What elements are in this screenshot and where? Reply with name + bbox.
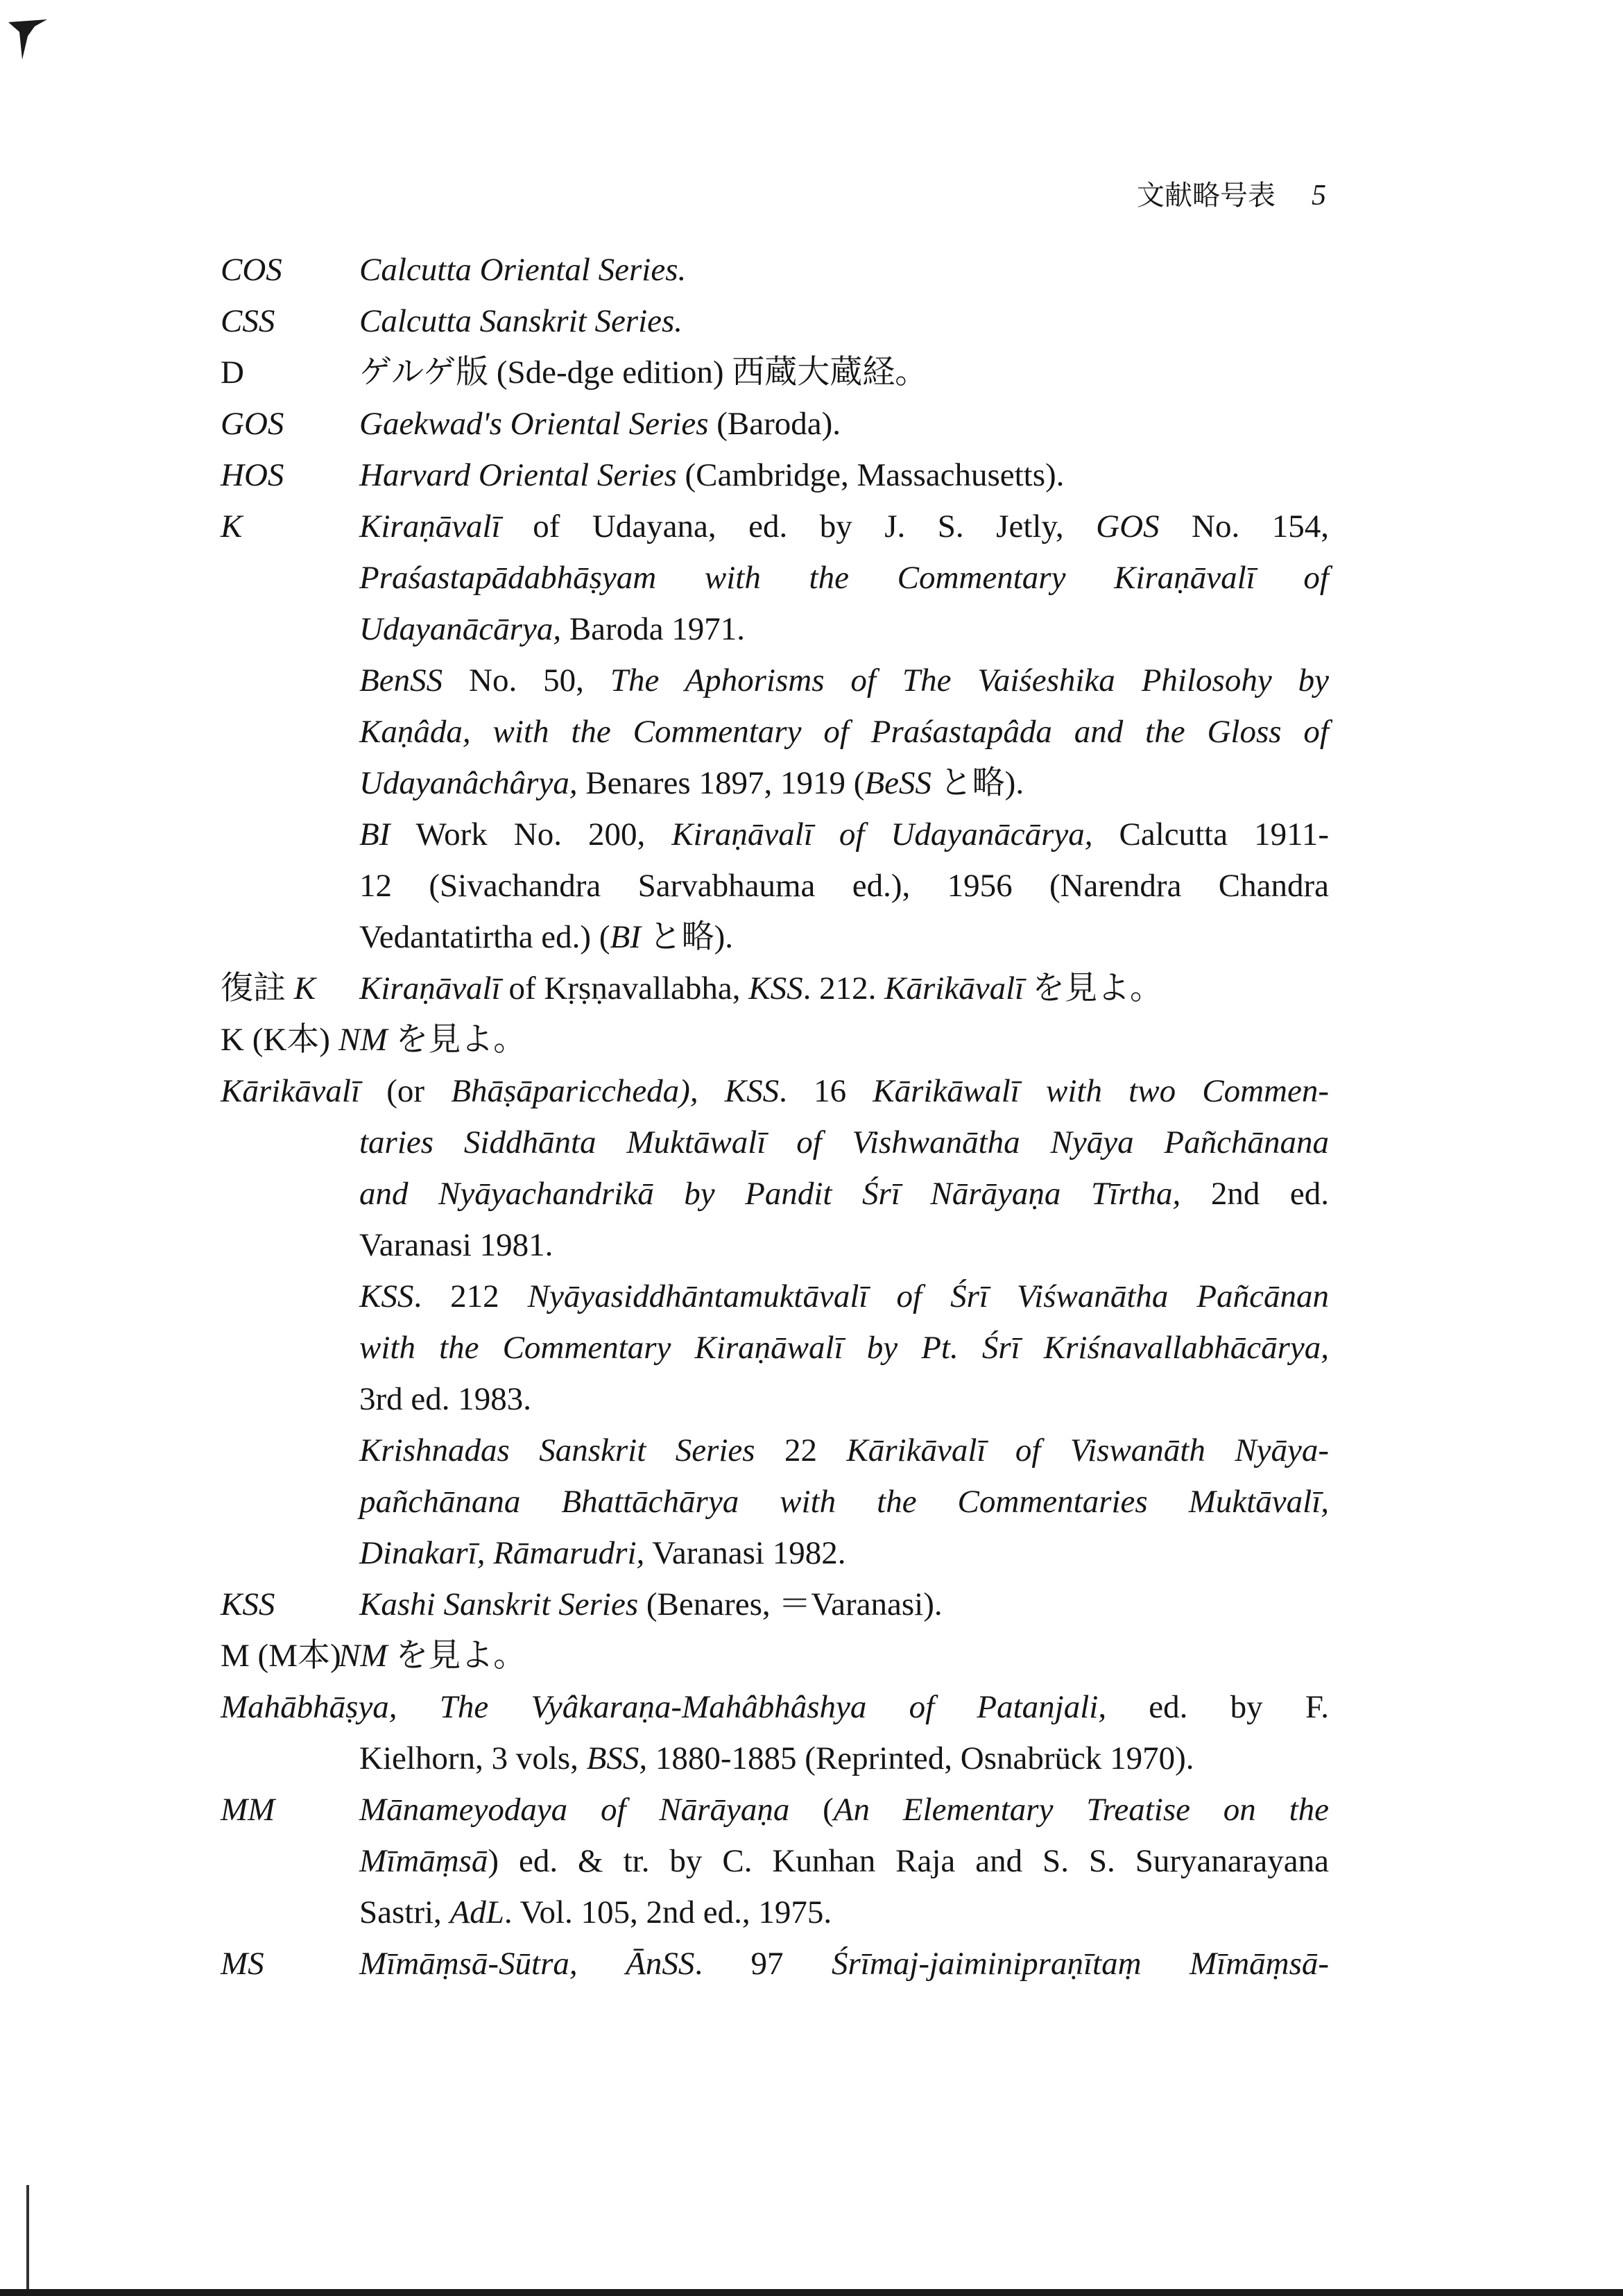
corner-mark <box>7 18 55 67</box>
entry-abbr: GOS <box>221 406 284 442</box>
entry-abbr: D <box>221 354 244 391</box>
entry-ms: MS Mīmāṃsā-Sūtra, ĀnSS. 97 Śrīmaj-jaiminipraṇītaṃ Mīmāṃsā- <box>221 1938 1329 1989</box>
entry-abbr: K <box>221 508 243 545</box>
entry-abbr: KSS <box>221 1586 275 1622</box>
entry-abbr: MM <box>221 1792 275 1828</box>
entry-k: K Kiraṇāvalī of Udayana, ed. by J. S. Jetly, GOS No. 154, Praśastapādabhāṣyam with the Commentary Kiraṇāvalī of Udayanācārya, Baroda 1971. BenSS No. 50, The Aphorisms of The Vaiśeshika Philosohy by Kaṇâda, with the Commentary of Praśastapâda and the Gloss of Udayanâchârya, Benares 1897, 1919 (BeSS と略). BI Work No. 200, Kiraṇāvalī of Udayanācārya, Calcutta 1911- 12 (Sivachandra Sarvabhauma ed.), 1956 (Narendra Chandra Vedantatirtha ed.) (BI と略). <box>221 501 1329 963</box>
entry-mahabhasya: Mahābhāṣya, The Vyâkaraṇa-Mahâbhâshya of Patanjali, ed. by F. Kielhorn, 3 vols, BSS, 1880-1885 (Reprinted, Osnabrück 1970). <box>221 1689 1329 1776</box>
entry-abbr: HOS <box>221 457 284 493</box>
entry-abbr: M (M本) <box>221 1638 341 1674</box>
entry-abbr: 復註 K <box>221 970 316 1006</box>
entry-abbr: MS <box>221 1946 264 1982</box>
header-title: 文献略号表 <box>1137 180 1276 211</box>
scan-artifact <box>26 2185 29 2289</box>
entry-fukuchu-k: 復註 K Kiraṇāvalī of Kṛṣṇavallabha, KSS. 212. Kārikāvalī を見よ。 <box>221 963 1329 1014</box>
entry-gos: GOS Gaekwad's Oriental Series (Baroda). <box>221 398 1329 449</box>
entry-hos: HOS Harvard Oriental Series (Cambridge, Massachusetts). <box>221 449 1329 501</box>
page-number: 5 <box>1312 180 1326 212</box>
entry-abbr: CSS <box>221 303 275 339</box>
entry-k-hon: K (K本) NM を見よ。 <box>221 1014 1329 1065</box>
page-header <box>1137 170 1326 221</box>
entry-d: D ゲルゲ版 (Sde-dge edition) 西蔵大蔵経。 <box>221 347 1329 398</box>
entry-m-hon: M (M本) NM を見よ。 <box>221 1630 1329 1681</box>
entry-kss: KSS Kashi Sanskrit Series (Benares, ＝Varanasi). <box>221 1579 1329 1630</box>
entry-karikavali: Kārikāvalī (or Bhāṣāpariccheda), KSS. 16 Kārikāwalī with two Commen- taries Siddhānta Muktāwalī of Vishwanātha Nyāya Pañchānana and Nyāyachandrikā by Pandit Śrī Nārāyaṇa Tīrtha, 2nd ed. Varanasi 1981. KSS. 212 Nyāyasiddhāntamuktāvalī of Śrī Viśwanātha Pañcānan with the Commentary Kiraṇāwalī by Pt. Śrī Kriśnavallabhācārya, 3rd ed. 1983. Krishnadas Sanskrit Series 22 Kārikāvalī of Viswanāth Nyāya- pañchānana Bhattāchārya with the Commentaries Muktāvalī, Dinakarī, Rāmarudri, Varanasi 1982. <box>221 1073 1330 1571</box>
entry-abbr: COS <box>221 252 282 288</box>
abbreviation-list <box>221 244 1329 1989</box>
entry-abbr: K (K本) <box>221 1022 330 1058</box>
entry-css: CSS Calcutta Sanskrit Series. <box>221 295 1329 347</box>
entry-mm: MM Mānameyodaya of Nārāyaṇa (An Elementary Treatise on the Mīmāṃsā) ed. & tr. by C. Kunhan Raja and S. S. Suryanarayana Sastri, AdL. Vol. 105, 2nd ed., 1975. <box>221 1784 1329 1938</box>
page-bottom-edge <box>0 2289 1623 2296</box>
entry-cos: COS Calcutta Oriental Series. <box>221 244 1329 295</box>
